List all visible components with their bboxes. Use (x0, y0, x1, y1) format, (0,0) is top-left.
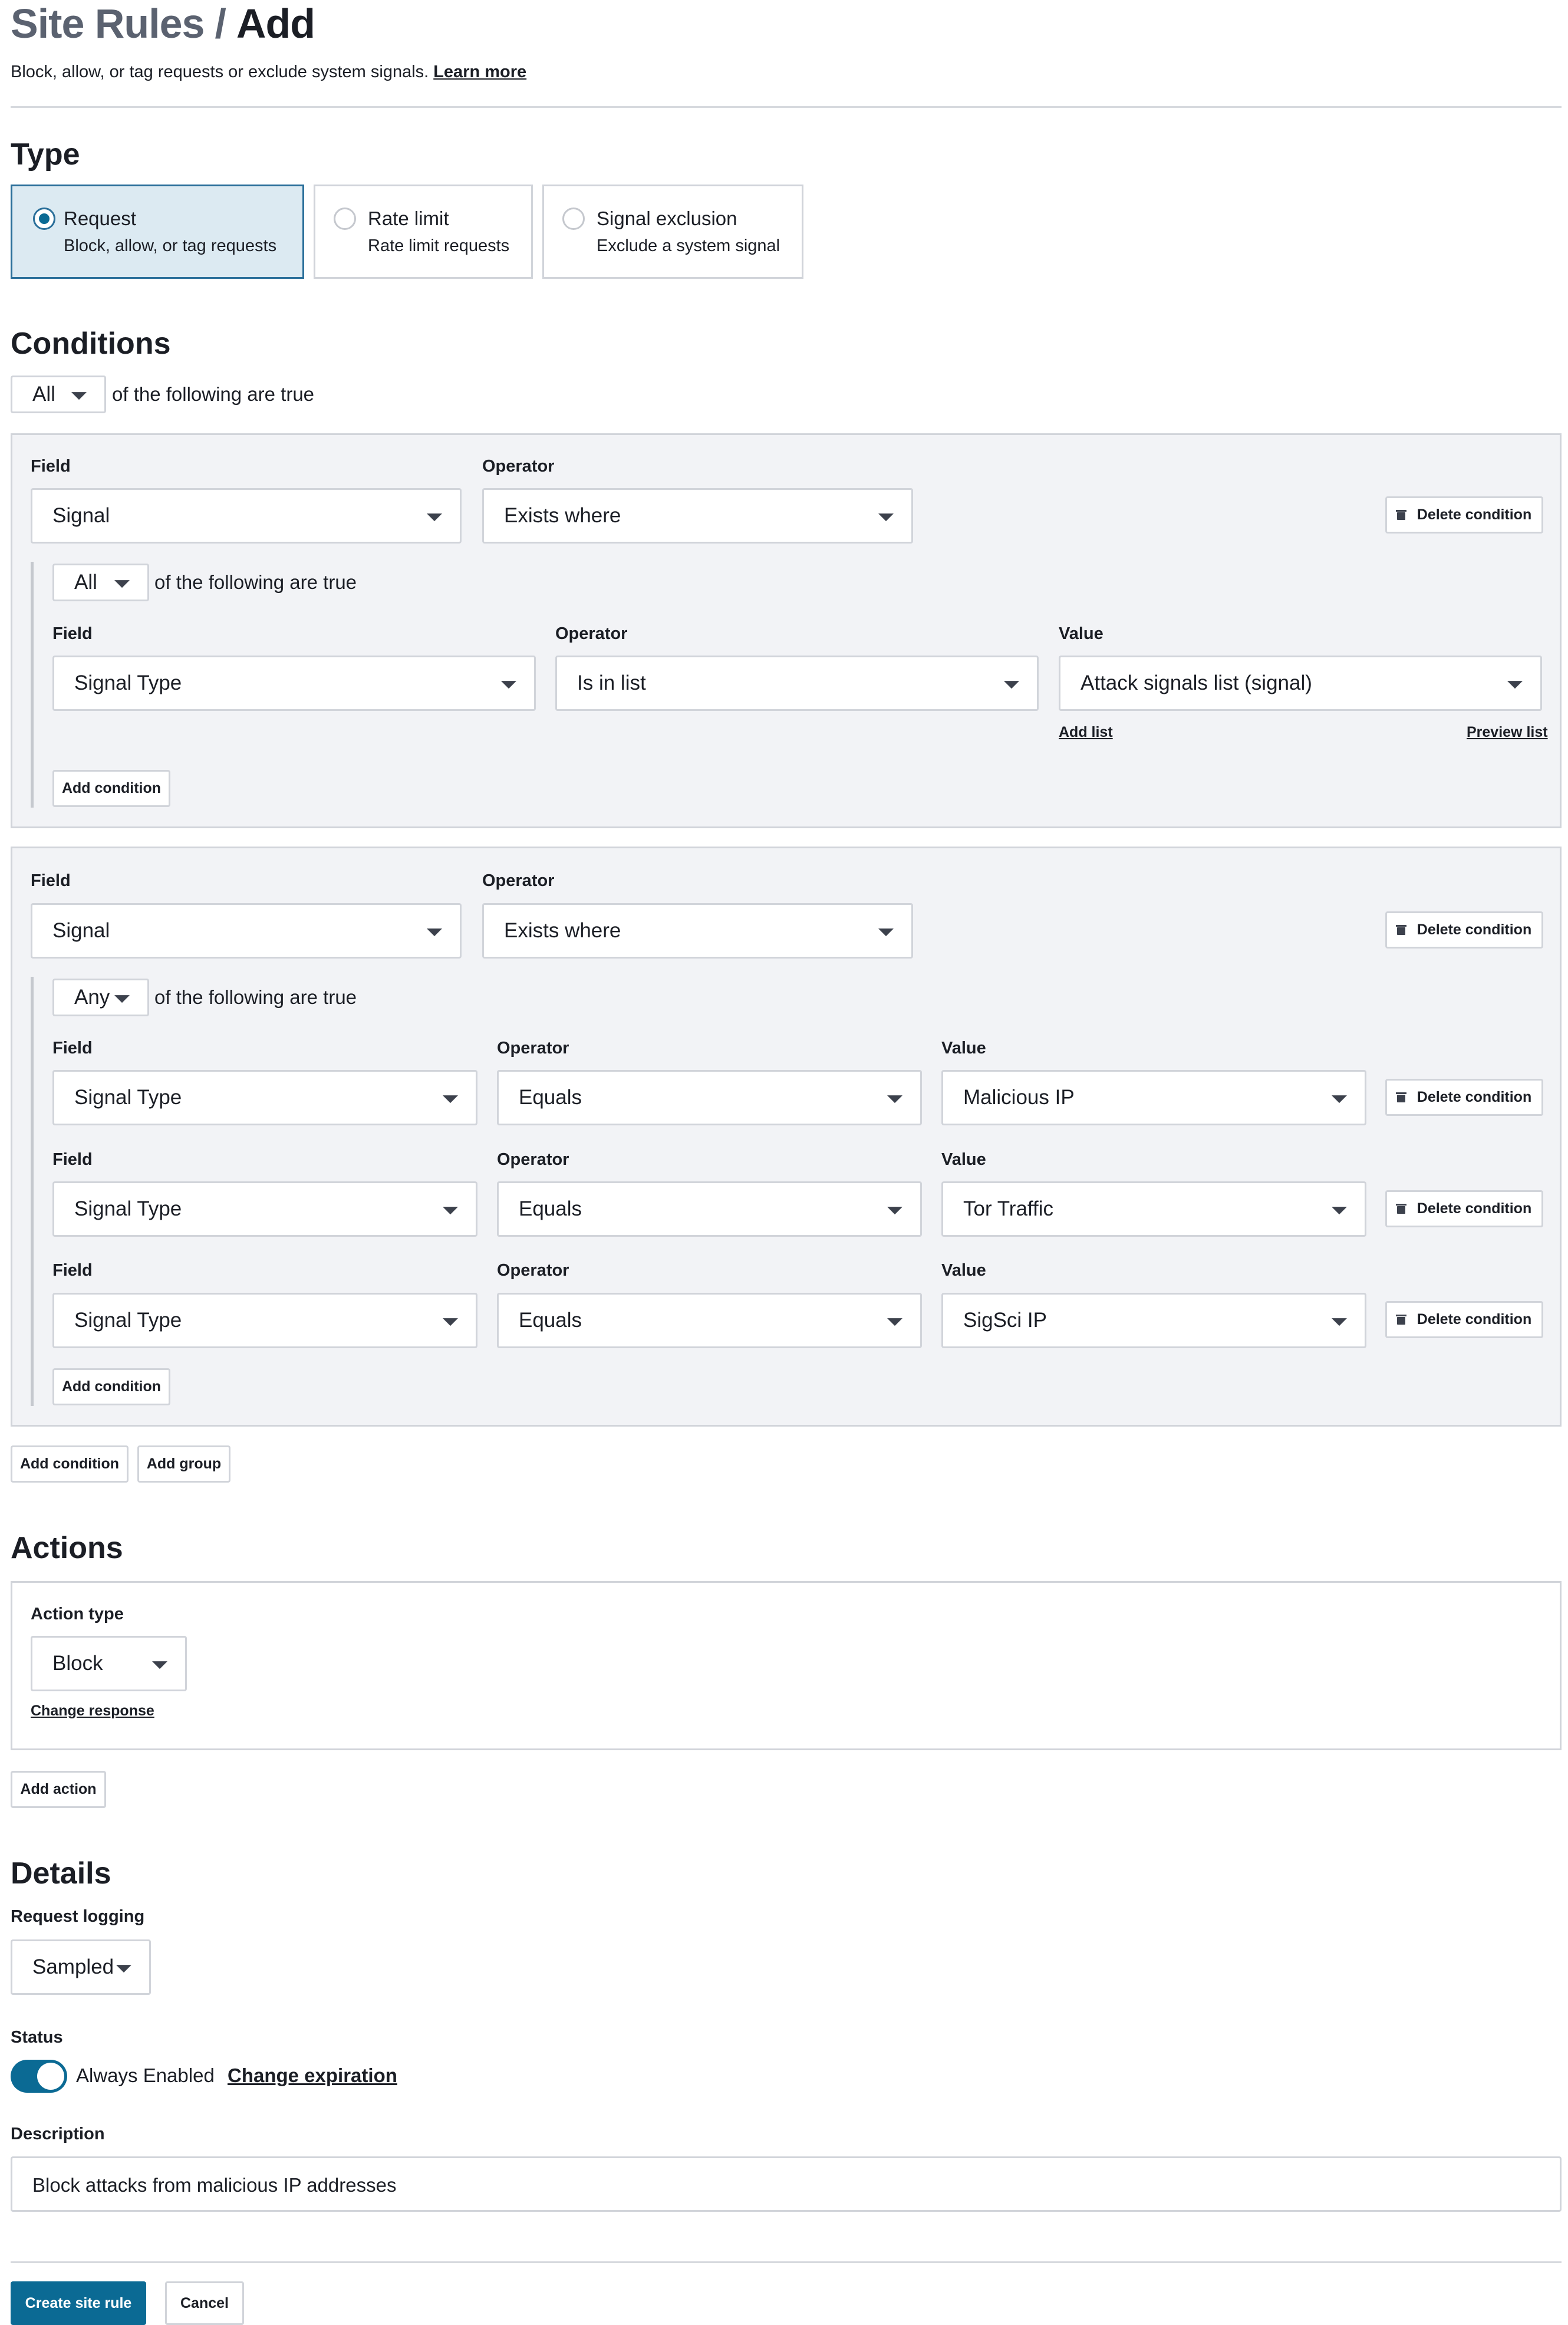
chevron-down-icon (443, 1095, 458, 1103)
operator-label: Operator (482, 871, 555, 890)
page-subtitle (11, 62, 526, 82)
type-option-desc: Block, allow, or tag requests (64, 236, 277, 255)
group-match-select[interactable] (52, 564, 149, 601)
type-option-title: Request (64, 208, 136, 229)
add-list-link[interactable]: Add list (1059, 724, 1113, 740)
value-select[interactable] (941, 1181, 1366, 1237)
select-value: Signal (52, 504, 110, 527)
select-value: Equals (519, 1197, 582, 1220)
select-value: All (32, 383, 55, 406)
select-value: Signal Type (74, 1086, 182, 1109)
add-group-button[interactable] (137, 1445, 230, 1483)
field-select[interactable] (52, 1070, 477, 1125)
description-label: Description (11, 2125, 105, 2143)
select-value: All (74, 571, 97, 594)
field-label: Field (52, 1150, 93, 1169)
chevron-down-icon (1332, 1318, 1347, 1326)
field-select[interactable] (31, 488, 462, 544)
delete-condition-button[interactable] (1385, 1301, 1543, 1338)
chevron-down-icon (114, 995, 130, 1003)
field-label: Field (52, 1261, 93, 1280)
change-response-link[interactable]: Change response (31, 1702, 154, 1719)
status-text: Always Enabled (76, 2064, 215, 2086)
operator-select[interactable] (497, 1181, 922, 1237)
operator-select[interactable] (555, 656, 1039, 711)
chevron-down-icon (1332, 1095, 1347, 1103)
select-value: Any (74, 986, 110, 1009)
create-site-rule-button[interactable] (11, 2281, 146, 2325)
type-option-title: Signal exclusion (597, 208, 737, 229)
operator-select[interactable] (482, 903, 913, 959)
trash-icon (1397, 1315, 1405, 1325)
field-select[interactable] (52, 1293, 477, 1348)
button-label: Cancel (180, 2294, 229, 2311)
select-value: Signal (52, 919, 110, 942)
button-label: Add condition (61, 1378, 162, 1395)
select-value: Exists where (504, 919, 621, 942)
type-option-title: Rate limit (368, 208, 449, 229)
delete-condition-button[interactable] (1385, 911, 1543, 949)
chevron-down-icon (1507, 681, 1523, 689)
match-suffix: of the following are true (154, 571, 357, 593)
button-label: Create site rule (25, 2294, 132, 2311)
page-title (11, 0, 315, 47)
select-value: Equals (519, 1086, 582, 1109)
conditions-section-title: Conditions (11, 327, 171, 361)
button-label: Add condition (61, 780, 162, 796)
match-suffix: of the following are true (112, 383, 315, 405)
nest-indicator (31, 977, 34, 1406)
operator-select[interactable] (497, 1070, 922, 1125)
description-value: Block attacks from malicious IP addresses (32, 2174, 397, 2196)
radio-signal-exclusion[interactable] (562, 208, 585, 230)
select-value: Signal Type (74, 671, 182, 694)
operator-label: Operator (555, 624, 628, 643)
divider (11, 106, 1562, 108)
chevron-down-icon (427, 513, 442, 521)
button-label: Add action (20, 1781, 97, 1797)
chevron-down-icon (501, 681, 516, 689)
field-label: Field (52, 624, 93, 643)
action-box (11, 1581, 1562, 1750)
value-label: Value (941, 1261, 986, 1280)
breadcrumb-separator: / (215, 1, 226, 47)
delete-condition-button[interactable] (1385, 496, 1543, 534)
value-label: Value (1059, 624, 1103, 643)
chevron-down-icon (878, 513, 894, 521)
chevron-down-icon (887, 1318, 902, 1326)
action-type-select[interactable] (31, 1636, 187, 1691)
trash-icon (1397, 925, 1405, 935)
operator-label: Operator (497, 1261, 569, 1280)
nest-indicator (31, 562, 34, 808)
chevron-down-icon (114, 580, 130, 588)
select-value: Attack signals list (signal) (1081, 671, 1312, 694)
action-type-label: Action type (31, 1605, 124, 1623)
type-section-title: Type (11, 137, 80, 172)
breadcrumb-site-rules[interactable]: Site Rules (11, 1, 205, 47)
chevron-down-icon (887, 1207, 902, 1214)
select-value: Block (52, 1652, 103, 1675)
type-option-signal-exclusion[interactable] (542, 185, 803, 279)
type-option-desc: Exclude a system signal (597, 236, 780, 255)
button-label: Delete condition (1417, 1311, 1532, 1328)
cancel-button[interactable] (165, 2281, 244, 2325)
chevron-down-icon (116, 1965, 131, 1972)
select-value: Signal Type (74, 1197, 182, 1220)
match-suffix: of the following are true (154, 986, 357, 1008)
operator-label: Operator (482, 457, 555, 476)
value-select[interactable] (1059, 656, 1542, 711)
add-condition-button[interactable] (11, 1445, 129, 1483)
radio-request[interactable] (33, 208, 55, 230)
select-value: Exists where (504, 504, 621, 527)
value-label: Value (941, 1039, 986, 1058)
learn-more-link[interactable]: Learn more (433, 62, 527, 81)
select-value: Tor Traffic (963, 1197, 1054, 1220)
chevron-down-icon (427, 928, 442, 936)
select-value: Is in list (577, 671, 646, 694)
operator-label: Operator (497, 1039, 569, 1058)
button-label: Add group (146, 1455, 222, 1472)
chevron-down-icon (878, 928, 894, 936)
select-value: Equals (519, 1309, 582, 1332)
type-option-request[interactable] (11, 185, 304, 279)
change-expiration-link[interactable]: Change expiration (228, 2064, 397, 2086)
field-label: Field (52, 1039, 93, 1058)
delete-condition-button[interactable] (1385, 1190, 1543, 1227)
divider (11, 2261, 1562, 2263)
button-label: Delete condition (1417, 921, 1532, 938)
type-option-rate-limit[interactable] (314, 185, 533, 279)
group-match-select[interactable] (52, 979, 149, 1016)
radio-rate-limit[interactable] (334, 208, 356, 230)
button-label: Delete condition (1417, 1200, 1532, 1217)
field-label: Field (31, 457, 71, 476)
add-action-button[interactable] (11, 1771, 106, 1808)
request-logging-label: Request logging (11, 1907, 145, 1926)
chevron-down-icon (152, 1661, 167, 1669)
page-title-text: Add (236, 1, 315, 47)
chevron-down-icon (1004, 681, 1019, 689)
chevron-down-icon (887, 1095, 902, 1103)
button-label: Add condition (19, 1455, 120, 1472)
operator-select[interactable] (482, 488, 913, 544)
field-label: Field (31, 871, 71, 890)
add-condition-button[interactable] (52, 770, 170, 807)
value-select[interactable] (941, 1293, 1366, 1348)
preview-list-link[interactable]: Preview list (1467, 724, 1548, 740)
chevron-down-icon (71, 392, 87, 400)
field-select[interactable] (31, 903, 462, 959)
details-section-title: Details (11, 1856, 111, 1891)
trash-icon (1397, 1092, 1405, 1102)
operator-label: Operator (497, 1150, 569, 1169)
field-select[interactable] (52, 656, 536, 711)
conditions-match-select[interactable] (11, 376, 106, 413)
trash-icon (1397, 510, 1405, 520)
description-input[interactable] (11, 2156, 1562, 2212)
select-value: SigSci IP (963, 1309, 1047, 1332)
select-value: Sampled (32, 1955, 114, 1978)
trash-icon (1397, 1204, 1405, 1214)
request-logging-select[interactable] (11, 1939, 151, 1995)
button-label: Delete condition (1417, 506, 1532, 523)
status-label: Status (11, 2028, 63, 2047)
actions-section-title: Actions (11, 1531, 123, 1565)
button-label: Delete condition (1417, 1089, 1532, 1105)
add-condition-button[interactable] (52, 1368, 170, 1405)
subtitle-text: Block, allow, or tag requests or exclude system signals. (11, 62, 429, 81)
select-value: Malicious IP (963, 1086, 1075, 1109)
value-label: Value (941, 1150, 986, 1169)
type-option-desc: Rate limit requests (368, 236, 510, 255)
chevron-down-icon (443, 1207, 458, 1214)
operator-select[interactable] (497, 1293, 922, 1348)
status-toggle[interactable] (11, 2060, 67, 2093)
value-select[interactable] (941, 1070, 1366, 1125)
chevron-down-icon (1332, 1207, 1347, 1214)
field-select[interactable] (52, 1181, 477, 1237)
delete-condition-button[interactable] (1385, 1079, 1543, 1116)
select-value: Signal Type (74, 1309, 182, 1332)
chevron-down-icon (443, 1318, 458, 1326)
